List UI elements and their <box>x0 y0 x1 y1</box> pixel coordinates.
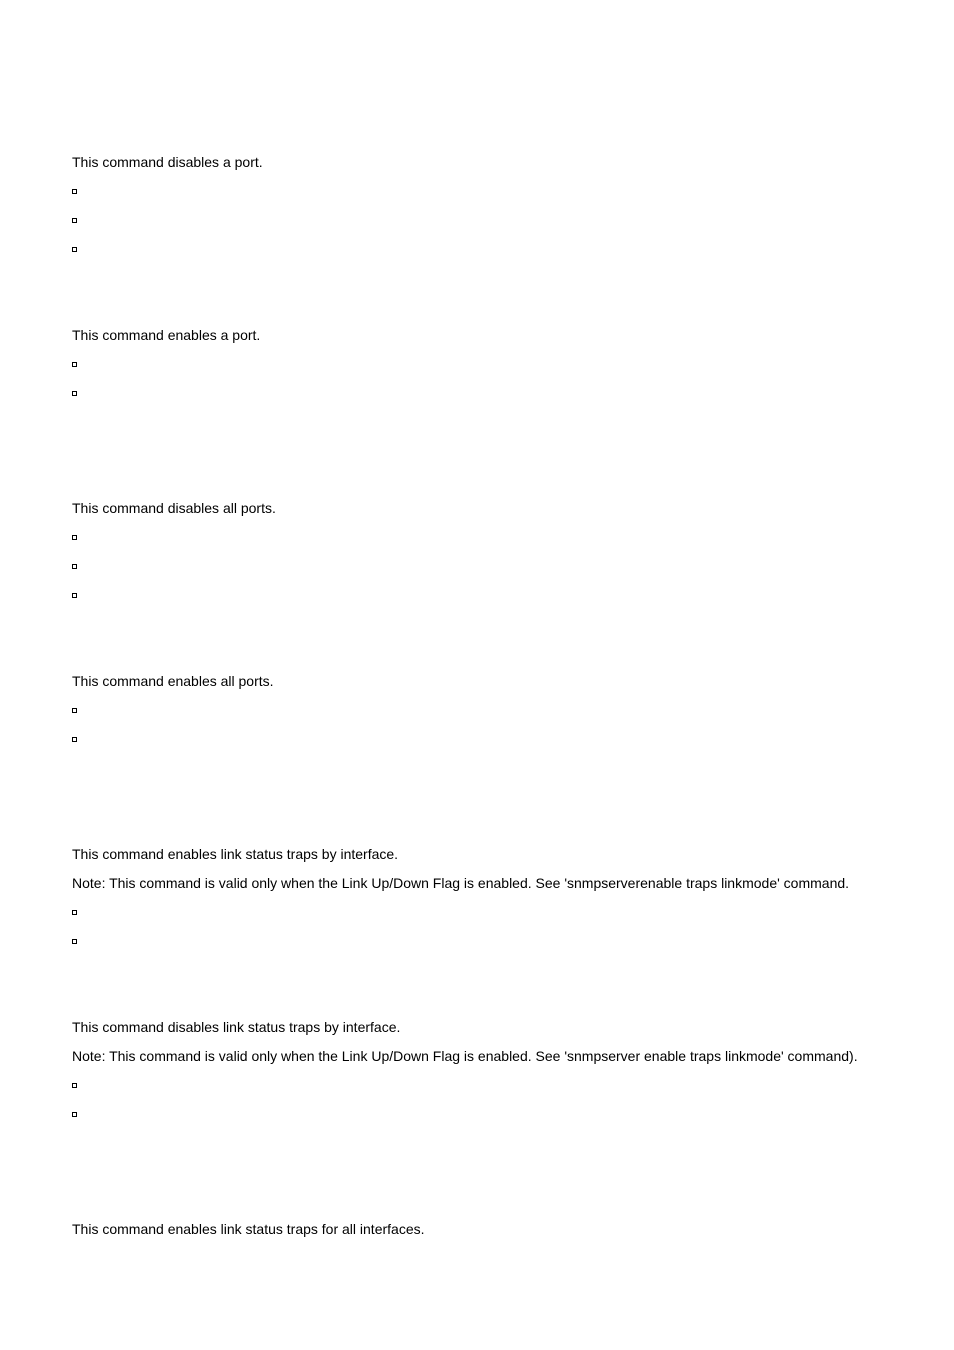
list-bullet <box>72 910 77 915</box>
list-bullet <box>72 535 77 540</box>
list-bullet <box>72 218 77 223</box>
list-bullet <box>72 247 77 252</box>
section-description: This command disables all ports. <box>72 500 276 516</box>
list-bullet <box>72 1083 77 1088</box>
section-description: This command enables link status traps by interface. <box>72 846 399 862</box>
section-description: This command enables all ports. <box>72 673 274 689</box>
section-note: Note: This command is valid only when the Link Up/Down Flag is enabled. See 'snmpserver enable traps linkmode' command). <box>72 1048 858 1064</box>
list-bullet <box>72 708 77 713</box>
list-bullet <box>72 737 77 742</box>
list-bullet <box>72 1112 77 1117</box>
section-description: This command enables link status traps for all interfaces. <box>72 1221 425 1237</box>
list-bullet <box>72 189 77 194</box>
section-description: This command disables a port. <box>72 154 263 170</box>
list-bullet <box>72 391 77 396</box>
list-bullet <box>72 939 77 944</box>
section-note: Note: This command is valid only when the Link Up/Down Flag is enabled. See 'snmpserverenable traps linkmode' command. <box>72 875 850 891</box>
list-bullet <box>72 564 77 569</box>
section-description: This command disables link status traps by interface. <box>72 1019 401 1035</box>
section-description: This command enables a port. <box>72 327 261 343</box>
list-bullet <box>72 593 77 598</box>
list-bullet <box>72 362 77 367</box>
